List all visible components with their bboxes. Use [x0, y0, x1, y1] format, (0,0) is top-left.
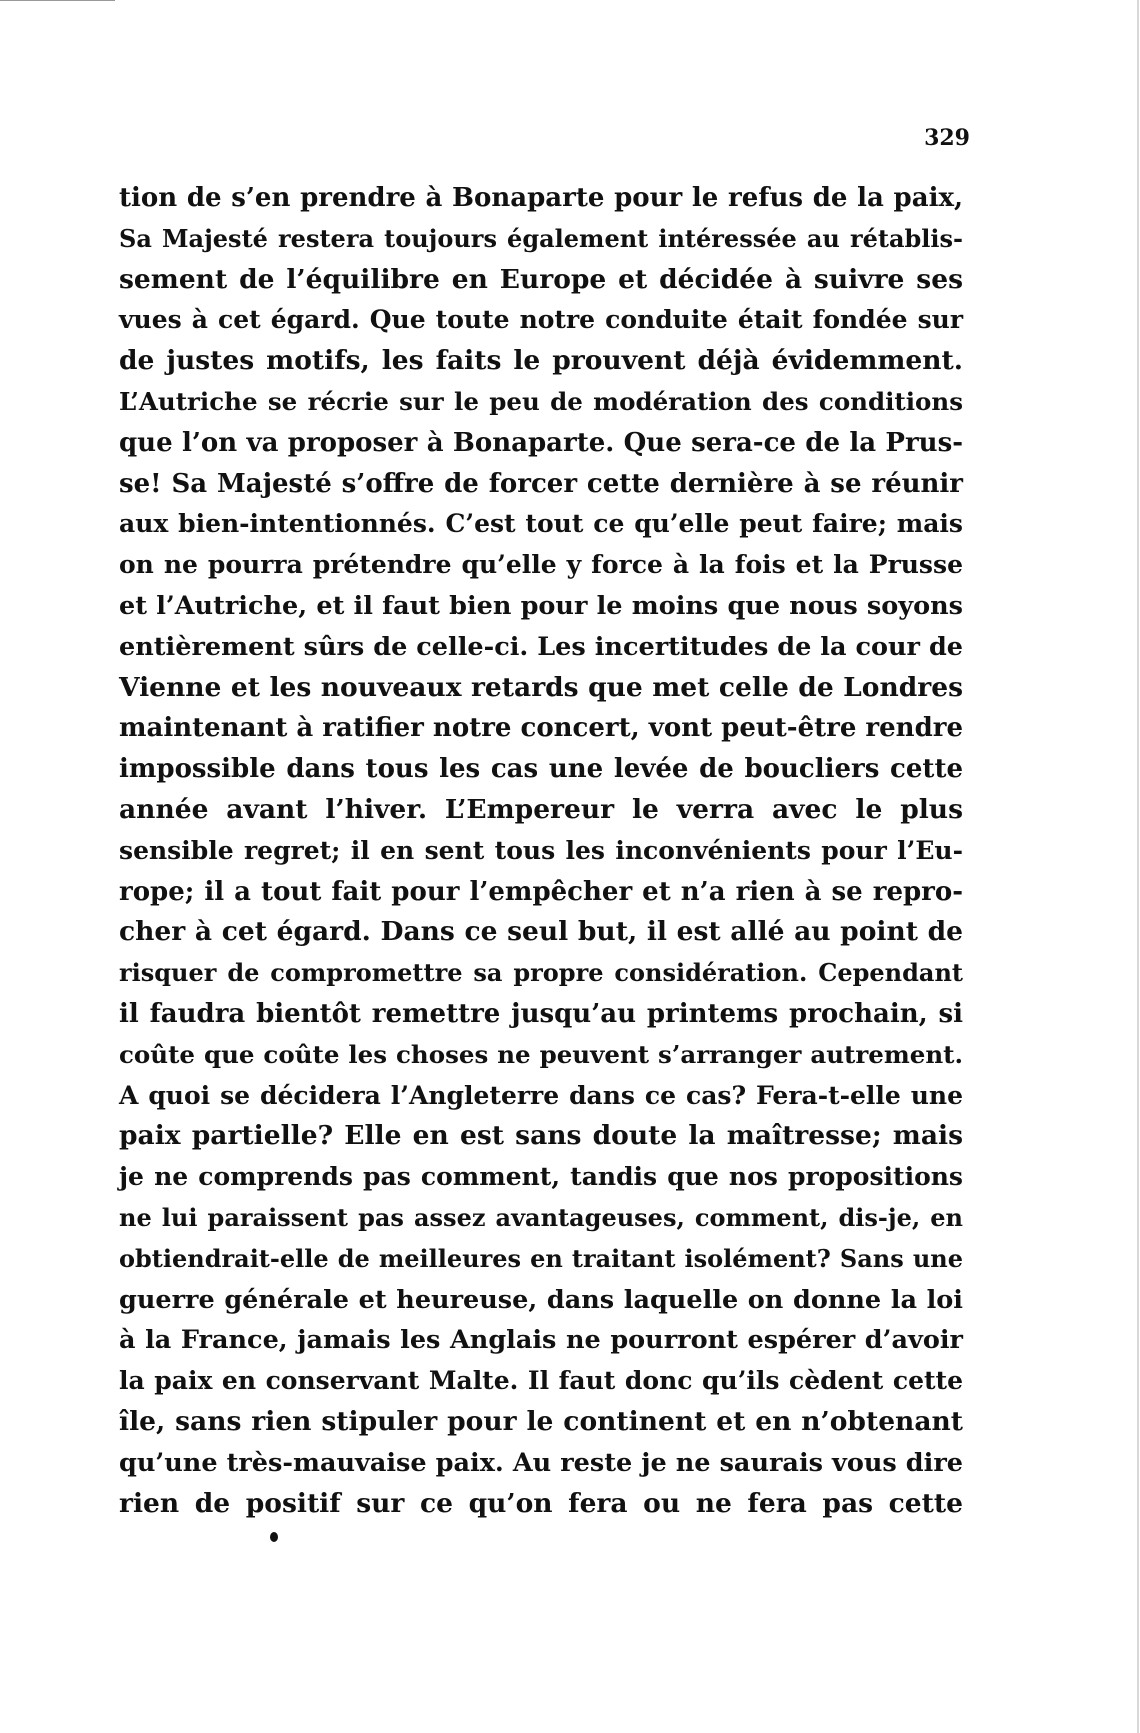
text-line: année avant l’hiver. L’Empereur le verra avec le plus: [119, 793, 963, 825]
text-line: sensible regret; il en sent tous les inconvénients pour l’Eu-: [119, 835, 963, 865]
text-line: qu’une très-mauvaise paix. Au reste je ne saurais vous dire: [119, 1447, 963, 1478]
text-line: aux bien-intentionnés. C’est tout ce qu’elle peut faire; mais: [119, 509, 963, 539]
text-line: on ne pourra prétendre qu’elle y force à la fois et la Prusse: [119, 550, 963, 580]
text-line: paix partielle? Elle en est sans doute la maîtresse; mais: [119, 1120, 963, 1152]
text-line: la paix en conservant Malte. Il faut donc qu’ils cèdent cette: [119, 1366, 963, 1396]
text-line: il faudra bientôt remettre jusqu’au printems prochain, si: [119, 998, 963, 1029]
page-number: 329: [924, 125, 970, 151]
text-line: que l’on va proposer à Bonaparte. Que sera-ce de la Prus-: [119, 427, 963, 458]
text-line: sement de l’équilibre en Europe et décidée à suivre ses: [119, 263, 963, 295]
text-line: rope; il a tout fait pour l’empêcher et n’a rien à se repro-: [119, 876, 963, 907]
ink-speck: [270, 1532, 278, 1542]
text-line: cher à cet égard. Dans ce seul but, il est allé au point de: [119, 916, 963, 948]
text-line: obtiendrait-elle de meilleures en traitant isolément? Sans une: [119, 1243, 963, 1273]
text-line: maintenant à ratifier notre concert, vont peut-être rendre: [119, 713, 963, 744]
body-text: [119, 178, 963, 1524]
text-line: guerre générale et heureuse, dans laquelle on donne la loi: [119, 1284, 963, 1315]
text-line: A quoi se décidera l’Angleterre dans ce cas? Fera-t-elle une: [119, 1080, 963, 1110]
text-line: risquer de compromettre sa propre considération. Cependant: [119, 958, 963, 988]
right-edge-shadow: [1137, 0, 1139, 1733]
text-line: Vienne et les nouveaux retards que met celle de Londres: [119, 671, 963, 703]
top-edge-rule: [0, 0, 115, 1]
text-line: à la France, jamais les Anglais ne pourront espérer d’avoir: [119, 1325, 963, 1356]
text-line: je ne comprends pas comment, tandis que nos propositions: [119, 1162, 963, 1192]
text-line: impossible dans tous les cas une levée de boucliers cette: [119, 754, 963, 785]
text-line: se! Sa Majesté s’offre de forcer cette dernière à se réunir: [119, 468, 963, 499]
text-line: entièrement sûrs de celle-ci. Les incertitudes de la cour de: [119, 631, 963, 662]
text-line: de justes motifs, les faits le prouvent déjà évidemment.: [119, 345, 963, 377]
text-line: vues à cet égard. Que toute notre conduite était fondée sur: [119, 305, 963, 335]
text-line: ne lui paraissent pas assez avantageuses, comment, dis-je, en: [119, 1202, 963, 1232]
text-line: rien de positif sur ce qu’on fera ou ne fera pas cette: [119, 1487, 963, 1519]
text-line: L’Autriche se récrie sur le peu de modération des conditions: [119, 386, 963, 416]
text-line: coûte que coûte les choses ne peuvent s’arranger autrement.: [119, 1039, 963, 1069]
text-line: île, sans rien stipuler pour le continent et en n’obtenant: [119, 1405, 963, 1437]
text-line: Sa Majesté restera toujours également intéressée au rétablis-: [119, 223, 963, 253]
text-line: et l’Autriche, et il faut bien pour le moins que nous soyons: [119, 590, 963, 621]
text-line: tion de s’en prendre à Bonaparte pour le refus de la paix,: [119, 183, 963, 213]
